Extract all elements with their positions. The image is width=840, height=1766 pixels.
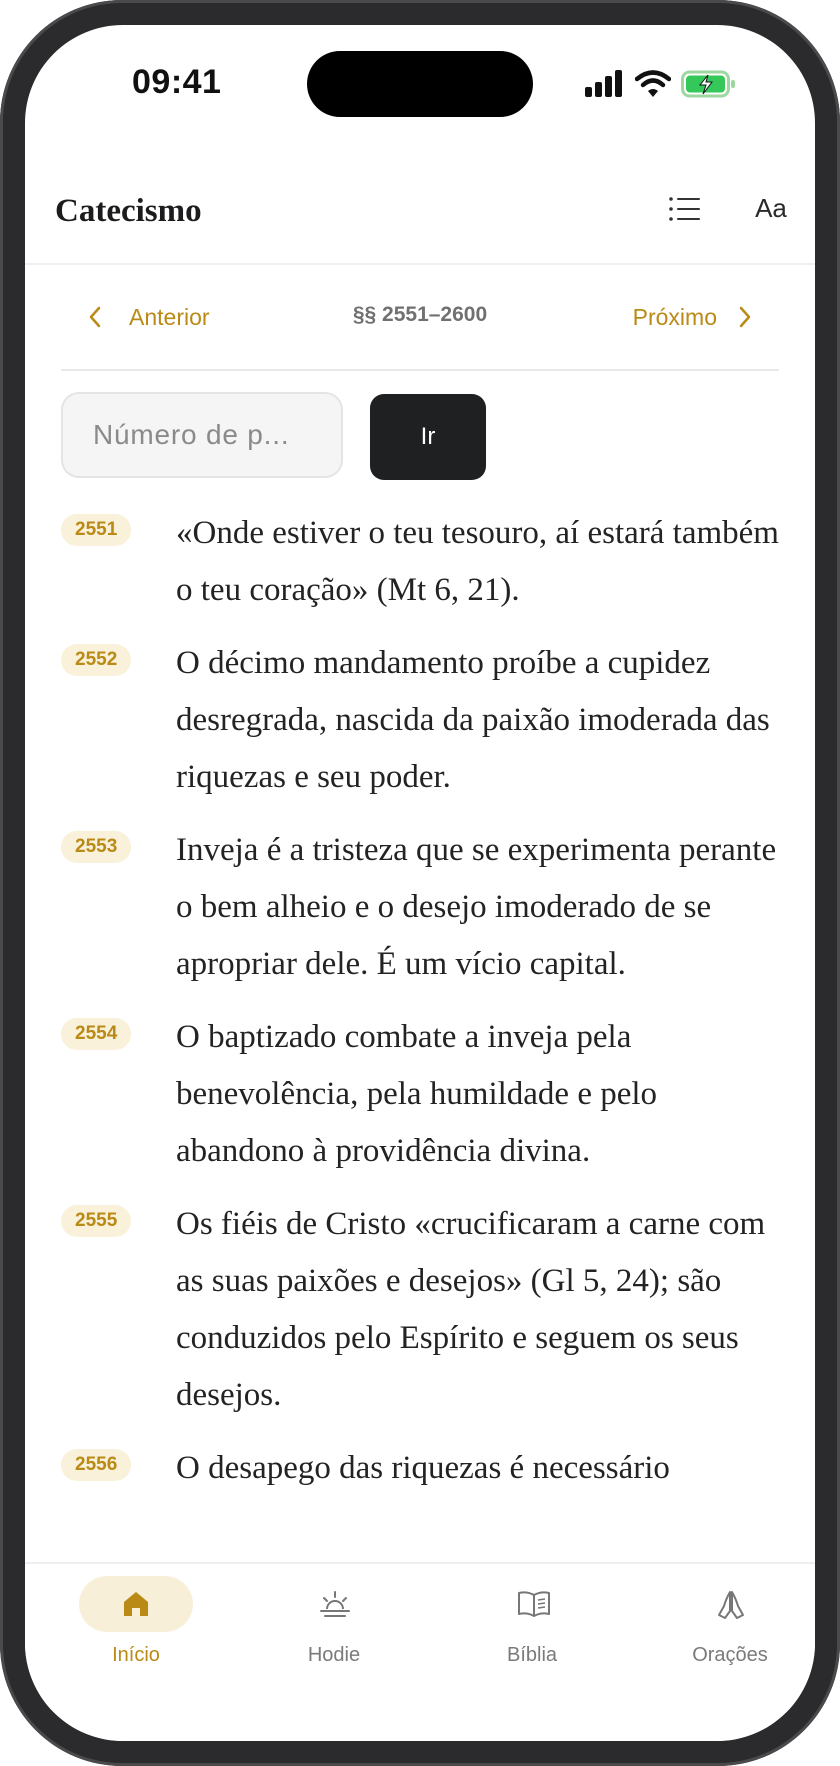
paragraph-number-badge: 2552 xyxy=(61,644,131,676)
previous-label: Anterior xyxy=(129,303,210,330)
paragraph-item xyxy=(25,505,815,619)
paragraph-text: O décimo mandamento proíbe a cupidez desregrada, nascida da paixão imoderada das riquezas e seu poder. xyxy=(176,645,770,795)
open-book-icon xyxy=(517,1589,551,1619)
app-screen xyxy=(25,25,815,1741)
contents-list-button[interactable] xyxy=(659,183,711,235)
paragraph-number-badge: 2551 xyxy=(61,514,131,546)
chevron-left-icon xyxy=(81,302,111,332)
divider xyxy=(61,369,779,371)
tab-label: Hodie xyxy=(307,1644,361,1666)
tab-inicio[interactable] xyxy=(61,1576,211,1676)
sunrise-icon xyxy=(319,1589,351,1619)
dynamic-island xyxy=(307,51,533,117)
tab-biblia[interactable] xyxy=(457,1576,607,1676)
status-time: 09:41 xyxy=(132,63,222,101)
paragraph-range: §§ 2551–2600 xyxy=(352,303,488,326)
tab-label: Início xyxy=(112,1644,160,1666)
paragraph-navigation xyxy=(61,287,779,347)
paragraph-number-badge: 2555 xyxy=(61,1205,131,1237)
battery-charging-icon xyxy=(681,69,737,99)
paragraph-item xyxy=(25,1440,815,1497)
paragraph-item xyxy=(25,635,815,806)
paragraph-item xyxy=(25,1009,815,1180)
list-icon xyxy=(659,183,711,235)
paragraph-text: «Onde estiver o teu tesouro, aí estará também o teu coração» (Mt 6, 21). xyxy=(176,515,779,608)
paragraph-item xyxy=(25,822,815,993)
chevron-right-icon xyxy=(729,302,759,332)
cellular-signal-icon xyxy=(585,69,625,99)
paragraph-number-badge: 2554 xyxy=(61,1018,131,1050)
home-icon xyxy=(121,1589,151,1619)
page-title: Catecismo xyxy=(55,193,202,229)
tab-label: Bíblia xyxy=(506,1644,558,1666)
font-size-icon: Aa xyxy=(755,193,787,223)
praying-hands-icon xyxy=(715,1589,747,1621)
tab-oracoes[interactable] xyxy=(655,1576,805,1676)
paragraph-number-badge: 2556 xyxy=(61,1449,131,1481)
tab-bar xyxy=(25,1562,815,1741)
next-button[interactable] xyxy=(633,297,759,337)
tab-hodie[interactable] xyxy=(259,1576,409,1676)
tab-label: Orações xyxy=(692,1644,768,1666)
previous-button[interactable] xyxy=(81,297,210,337)
paragraph-number-input[interactable] xyxy=(61,392,343,478)
wifi-icon xyxy=(635,69,671,99)
app-header xyxy=(25,143,815,265)
font-size-button[interactable] xyxy=(745,183,797,235)
paragraph-text: Os fiéis de Cristo «crucificaram a carne com as suas paixões e desejos» (Gl 5, 24); são conduzidos pelo Espírito e seguem os seus desejos. xyxy=(176,1206,766,1413)
paragraph-item xyxy=(25,1196,815,1424)
paragraph-list[interactable] xyxy=(25,505,815,1560)
paragraph-text: Inveja é a tristeza que se experimenta perante o bem alheio e o desejo imoderado de se apropriar dele. É um vício capital. xyxy=(176,832,777,982)
paragraph-text: O baptizado combate a inveja pela benevolência, pela humildade e pelo abandono à providência divina. xyxy=(176,1019,658,1169)
next-label: Próximo xyxy=(632,303,717,330)
paragraph-text: O desapego das riquezas é necessário xyxy=(176,1450,670,1486)
go-button[interactable]: Ir xyxy=(370,394,486,480)
paragraph-number-badge: 2553 xyxy=(61,831,131,863)
